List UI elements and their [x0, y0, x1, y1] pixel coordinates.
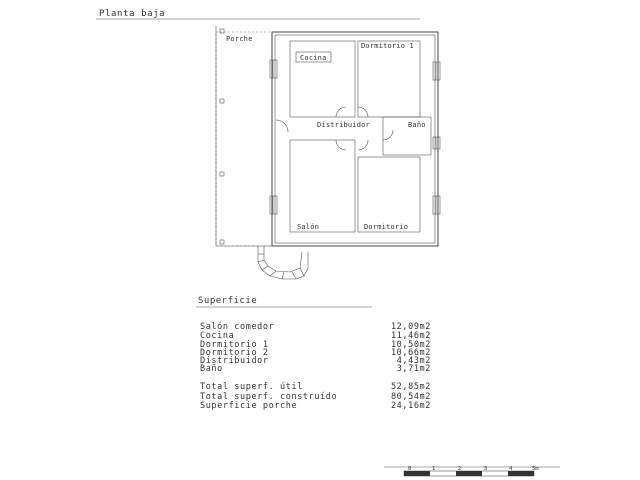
surface-total-value: 24,16m2 — [390, 401, 431, 411]
porch-outline — [216, 26, 272, 246]
scale-tick-label: 4 — [509, 466, 513, 472]
surface-row-value: 11,46m2 — [390, 331, 431, 341]
surface-row-label: Salón comedor — [200, 322, 275, 332]
surface-row-value: 3,71m2 — [396, 364, 431, 374]
surface-total-label: Total superf. útil — [200, 382, 303, 392]
room-label-porche: Porche — [226, 35, 253, 43]
room-label-bano: Baño — [408, 121, 426, 129]
surface-row-value: 10,50m2 — [390, 340, 431, 350]
surface-row-label: Distribuidor — [200, 356, 269, 366]
surface-total-label: Total superf. construído — [200, 392, 338, 402]
room-label-distribuidor: Distribuidor — [317, 121, 370, 129]
room-label-salon: Salón — [297, 223, 320, 231]
surface-heading: Superficie — [198, 296, 258, 306]
scale-tick-label: 5m — [532, 466, 539, 472]
surface-row-label: Cocina — [200, 331, 235, 341]
surface-row-value: 12,09m2 — [390, 322, 431, 332]
room-label-dormitorio: Dormitorio — [364, 223, 409, 231]
surface-table — [200, 321, 431, 411]
surface-row-value: 10,66m2 — [390, 348, 431, 358]
plan-title: Planta baja — [99, 9, 166, 19]
exterior-steps — [258, 246, 308, 279]
surface-row-label: Dormitorio 2 — [200, 348, 269, 358]
surface-row-label: Dormitorio 1 — [200, 340, 269, 350]
scale-tick-label: 0 — [408, 466, 412, 472]
room-label-dormitorio-1: Dormitorio 1 — [361, 42, 414, 50]
scale-tick-label: 2 — [458, 466, 462, 472]
surface-total-label: Superficie porche — [200, 401, 298, 411]
scale-tick-label: 1 — [432, 466, 436, 472]
scale-bar — [384, 466, 560, 476]
surface-row-value: 4,43m2 — [396, 356, 431, 366]
surface-total-value: 52,85m2 — [390, 382, 431, 392]
room-label-cocina: Cocina — [300, 54, 327, 62]
surface-row-label: Baño — [200, 364, 223, 374]
scale-tick-label: 3 — [484, 466, 488, 472]
interior-walls — [290, 41, 431, 232]
surface-total-value: 80,54m2 — [390, 392, 431, 402]
